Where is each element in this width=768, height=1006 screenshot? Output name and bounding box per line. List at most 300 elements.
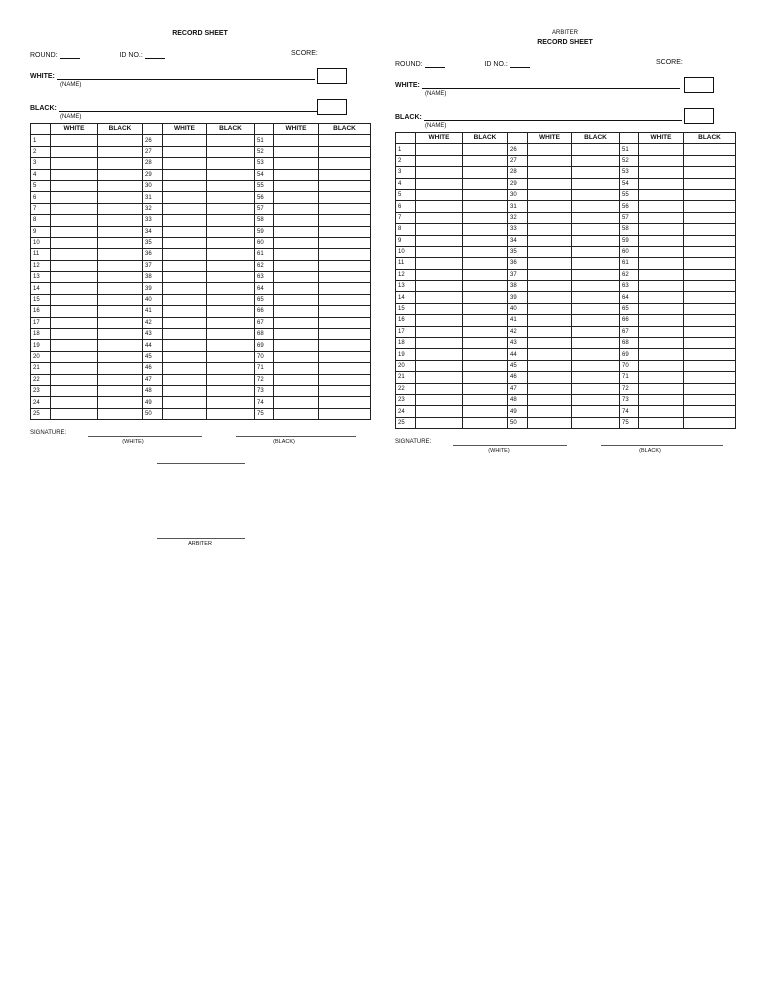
black-move-cell[interactable] [319, 385, 371, 396]
black-move-cell[interactable] [463, 303, 508, 314]
black-move-cell[interactable] [572, 189, 620, 200]
black-move-cell[interactable] [319, 226, 371, 237]
black-move-cell[interactable] [207, 329, 255, 340]
white-move-cell[interactable] [528, 303, 572, 314]
black-move-cell[interactable] [572, 338, 620, 349]
black-move-cell[interactable] [98, 294, 143, 305]
black-move-cell[interactable] [98, 317, 143, 328]
black-move-cell[interactable] [463, 224, 508, 235]
white-move-cell[interactable] [51, 306, 98, 317]
black-move-cell[interactable] [98, 340, 143, 351]
white-move-cell[interactable] [528, 338, 572, 349]
black-signature-line[interactable] [601, 445, 723, 446]
white-move-cell[interactable] [274, 408, 319, 419]
white-move-cell[interactable] [51, 351, 98, 362]
white-move-cell[interactable] [639, 281, 684, 292]
white-move-cell[interactable] [639, 201, 684, 212]
white-move-cell[interactable] [274, 397, 319, 408]
white-score-box[interactable] [317, 68, 347, 84]
black-move-cell[interactable] [684, 281, 736, 292]
round-field[interactable] [425, 59, 445, 68]
white-move-cell[interactable] [416, 372, 463, 383]
black-move-cell[interactable] [463, 246, 508, 257]
white-move-cell[interactable] [274, 294, 319, 305]
white-move-cell[interactable] [528, 360, 572, 371]
white-move-cell[interactable] [163, 374, 207, 385]
black-move-cell[interactable] [319, 249, 371, 260]
black-move-cell[interactable] [98, 408, 143, 419]
black-move-cell[interactable] [463, 201, 508, 212]
white-move-cell[interactable] [528, 326, 572, 337]
black-move-cell[interactable] [98, 351, 143, 362]
black-move-cell[interactable] [98, 374, 143, 385]
extra-signature-line[interactable] [157, 463, 245, 464]
black-move-cell[interactable] [319, 158, 371, 169]
white-move-cell[interactable] [528, 349, 572, 360]
black-move-cell[interactable] [463, 326, 508, 337]
white-move-cell[interactable] [274, 192, 319, 203]
white-move-cell[interactable] [163, 237, 207, 248]
black-move-cell[interactable] [463, 155, 508, 166]
white-move-cell[interactable] [416, 246, 463, 257]
black-move-cell[interactable] [463, 269, 508, 280]
white-move-cell[interactable] [639, 326, 684, 337]
white-move-cell[interactable] [163, 260, 207, 271]
black-move-cell[interactable] [207, 408, 255, 419]
white-move-cell[interactable] [274, 306, 319, 317]
black-move-cell[interactable] [572, 406, 620, 417]
black-move-cell[interactable] [207, 374, 255, 385]
white-move-cell[interactable] [639, 224, 684, 235]
black-move-cell[interactable] [463, 394, 508, 405]
black-move-cell[interactable] [463, 189, 508, 200]
white-move-cell[interactable] [51, 340, 98, 351]
black-move-cell[interactable] [463, 360, 508, 371]
black-move-cell[interactable] [207, 180, 255, 191]
white-move-cell[interactable] [416, 406, 463, 417]
white-move-cell[interactable] [163, 226, 207, 237]
black-move-cell[interactable] [684, 224, 736, 235]
black-move-cell[interactable] [684, 178, 736, 189]
black-move-cell[interactable] [207, 340, 255, 351]
black-move-cell[interactable] [319, 317, 371, 328]
white-move-cell[interactable] [274, 260, 319, 271]
id-field[interactable] [145, 50, 165, 59]
black-move-cell[interactable] [98, 397, 143, 408]
white-move-cell[interactable] [528, 201, 572, 212]
white-move-cell[interactable] [163, 146, 207, 157]
white-move-cell[interactable] [639, 338, 684, 349]
black-move-cell[interactable] [207, 351, 255, 362]
black-move-cell[interactable] [572, 349, 620, 360]
black-move-cell[interactable] [572, 258, 620, 269]
black-signature-line[interactable] [236, 436, 356, 437]
white-move-cell[interactable] [639, 303, 684, 314]
white-move-cell[interactable] [163, 180, 207, 191]
black-move-cell[interactable] [98, 260, 143, 271]
white-move-cell[interactable] [274, 215, 319, 226]
white-move-cell[interactable] [639, 212, 684, 223]
black-move-cell[interactable] [572, 360, 620, 371]
black-move-cell[interactable] [463, 338, 508, 349]
black-move-cell[interactable] [319, 283, 371, 294]
black-move-cell[interactable] [319, 374, 371, 385]
white-move-cell[interactable] [163, 363, 207, 374]
white-move-cell[interactable] [274, 203, 319, 214]
black-move-cell[interactable] [98, 226, 143, 237]
white-move-cell[interactable] [163, 192, 207, 203]
white-move-cell[interactable] [51, 374, 98, 385]
white-move-cell[interactable] [639, 246, 684, 257]
white-move-cell[interactable] [416, 360, 463, 371]
black-move-cell[interactable] [572, 417, 620, 428]
black-move-cell[interactable] [572, 383, 620, 394]
black-move-cell[interactable] [98, 169, 143, 180]
arbiter-signature-line[interactable] [157, 538, 245, 539]
black-move-cell[interactable] [684, 406, 736, 417]
white-move-cell[interactable] [51, 203, 98, 214]
black-move-cell[interactable] [463, 372, 508, 383]
white-signature-line[interactable] [88, 436, 202, 437]
black-move-cell[interactable] [572, 303, 620, 314]
white-move-cell[interactable] [51, 192, 98, 203]
white-move-cell[interactable] [416, 315, 463, 326]
black-move-cell[interactable] [463, 235, 508, 246]
white-move-cell[interactable] [639, 417, 684, 428]
white-move-cell[interactable] [528, 315, 572, 326]
black-move-cell[interactable] [98, 237, 143, 248]
white-move-cell[interactable] [51, 180, 98, 191]
white-move-cell[interactable] [163, 272, 207, 283]
black-move-cell[interactable] [207, 294, 255, 305]
black-move-cell[interactable] [207, 317, 255, 328]
black-move-cell[interactable] [684, 144, 736, 155]
white-move-cell[interactable] [51, 408, 98, 419]
black-move-cell[interactable] [319, 351, 371, 362]
black-move-cell[interactable] [463, 315, 508, 326]
black-move-cell[interactable] [572, 144, 620, 155]
black-move-cell[interactable] [98, 180, 143, 191]
white-move-cell[interactable] [274, 363, 319, 374]
white-move-cell[interactable] [639, 394, 684, 405]
black-move-cell[interactable] [463, 212, 508, 223]
white-move-cell[interactable] [163, 169, 207, 180]
white-move-cell[interactable] [528, 167, 572, 178]
white-move-cell[interactable] [528, 224, 572, 235]
black-move-cell[interactable] [207, 192, 255, 203]
white-move-cell[interactable] [416, 269, 463, 280]
white-move-cell[interactable] [528, 246, 572, 257]
black-move-cell[interactable] [207, 169, 255, 180]
black-move-cell[interactable] [572, 269, 620, 280]
white-move-cell[interactable] [51, 146, 98, 157]
black-move-cell[interactable] [207, 237, 255, 248]
black-move-cell[interactable] [319, 146, 371, 157]
black-move-cell[interactable] [207, 283, 255, 294]
white-move-cell[interactable] [274, 340, 319, 351]
white-move-cell[interactable] [416, 224, 463, 235]
white-move-cell[interactable] [639, 167, 684, 178]
white-move-cell[interactable] [528, 383, 572, 394]
black-move-cell[interactable] [572, 201, 620, 212]
black-move-cell[interactable] [572, 394, 620, 405]
white-move-cell[interactable] [416, 281, 463, 292]
black-move-cell[interactable] [98, 272, 143, 283]
white-move-cell[interactable] [274, 249, 319, 260]
white-move-cell[interactable] [416, 326, 463, 337]
black-move-cell[interactable] [319, 363, 371, 374]
black-move-cell[interactable] [207, 203, 255, 214]
white-move-cell[interactable] [274, 237, 319, 248]
black-move-cell[interactable] [207, 249, 255, 260]
white-move-cell[interactable] [639, 178, 684, 189]
black-move-cell[interactable] [463, 258, 508, 269]
black-move-cell[interactable] [98, 192, 143, 203]
white-move-cell[interactable] [528, 406, 572, 417]
white-move-cell[interactable] [51, 317, 98, 328]
black-move-cell[interactable] [207, 397, 255, 408]
black-move-cell[interactable] [319, 397, 371, 408]
black-move-cell[interactable] [684, 212, 736, 223]
white-move-cell[interactable] [163, 397, 207, 408]
white-move-cell[interactable] [639, 258, 684, 269]
black-move-cell[interactable] [463, 417, 508, 428]
black-move-cell[interactable] [207, 363, 255, 374]
black-move-cell[interactable] [319, 408, 371, 419]
white-move-cell[interactable] [416, 349, 463, 360]
white-name-field[interactable] [422, 80, 680, 89]
white-move-cell[interactable] [528, 292, 572, 303]
black-move-cell[interactable] [319, 192, 371, 203]
white-move-cell[interactable] [528, 417, 572, 428]
white-move-cell[interactable] [528, 155, 572, 166]
black-move-cell[interactable] [684, 167, 736, 178]
white-move-cell[interactable] [639, 349, 684, 360]
white-move-cell[interactable] [163, 306, 207, 317]
black-score-box[interactable] [684, 108, 714, 124]
black-move-cell[interactable] [98, 385, 143, 396]
white-move-cell[interactable] [528, 144, 572, 155]
black-move-cell[interactable] [684, 258, 736, 269]
white-move-cell[interactable] [51, 249, 98, 260]
white-move-cell[interactable] [528, 235, 572, 246]
white-move-cell[interactable] [528, 372, 572, 383]
white-move-cell[interactable] [528, 269, 572, 280]
black-move-cell[interactable] [98, 215, 143, 226]
black-move-cell[interactable] [684, 269, 736, 280]
black-move-cell[interactable] [463, 383, 508, 394]
white-move-cell[interactable] [528, 212, 572, 223]
white-move-cell[interactable] [274, 169, 319, 180]
white-move-cell[interactable] [639, 406, 684, 417]
round-field[interactable] [60, 50, 80, 59]
white-move-cell[interactable] [528, 178, 572, 189]
black-move-cell[interactable] [684, 189, 736, 200]
black-move-cell[interactable] [98, 146, 143, 157]
black-move-cell[interactable] [463, 178, 508, 189]
white-move-cell[interactable] [639, 269, 684, 280]
white-move-cell[interactable] [416, 394, 463, 405]
black-move-cell[interactable] [463, 349, 508, 360]
black-move-cell[interactable] [207, 135, 255, 146]
black-move-cell[interactable] [684, 246, 736, 257]
white-move-cell[interactable] [639, 383, 684, 394]
black-move-cell[interactable] [572, 155, 620, 166]
white-score-box[interactable] [684, 77, 714, 93]
black-move-cell[interactable] [98, 135, 143, 146]
white-move-cell[interactable] [528, 258, 572, 269]
black-move-cell[interactable] [319, 329, 371, 340]
black-move-cell[interactable] [207, 385, 255, 396]
black-move-cell[interactable] [319, 272, 371, 283]
black-move-cell[interactable] [319, 180, 371, 191]
white-move-cell[interactable] [51, 397, 98, 408]
white-move-cell[interactable] [51, 237, 98, 248]
white-move-cell[interactable] [274, 329, 319, 340]
black-move-cell[interactable] [684, 372, 736, 383]
white-name-field[interactable] [57, 71, 315, 80]
white-move-cell[interactable] [639, 315, 684, 326]
white-move-cell[interactable] [416, 144, 463, 155]
white-move-cell[interactable] [51, 272, 98, 283]
black-move-cell[interactable] [207, 260, 255, 271]
black-move-cell[interactable] [684, 292, 736, 303]
white-move-cell[interactable] [51, 260, 98, 271]
white-move-cell[interactable] [51, 329, 98, 340]
white-move-cell[interactable] [416, 258, 463, 269]
white-move-cell[interactable] [528, 394, 572, 405]
black-move-cell[interactable] [319, 306, 371, 317]
black-move-cell[interactable] [207, 272, 255, 283]
black-move-cell[interactable] [463, 281, 508, 292]
white-move-cell[interactable] [416, 338, 463, 349]
black-move-cell[interactable] [572, 224, 620, 235]
white-move-cell[interactable] [51, 363, 98, 374]
black-move-cell[interactable] [572, 178, 620, 189]
black-move-cell[interactable] [463, 167, 508, 178]
white-move-cell[interactable] [163, 135, 207, 146]
black-move-cell[interactable] [319, 215, 371, 226]
black-move-cell[interactable] [684, 326, 736, 337]
black-move-cell[interactable] [463, 292, 508, 303]
black-move-cell[interactable] [572, 167, 620, 178]
white-move-cell[interactable] [163, 351, 207, 362]
white-move-cell[interactable] [639, 360, 684, 371]
white-move-cell[interactable] [639, 372, 684, 383]
white-move-cell[interactable] [163, 385, 207, 396]
black-move-cell[interactable] [572, 292, 620, 303]
black-move-cell[interactable] [319, 294, 371, 305]
white-move-cell[interactable] [51, 294, 98, 305]
white-move-cell[interactable] [274, 272, 319, 283]
black-move-cell[interactable] [572, 235, 620, 246]
white-move-cell[interactable] [274, 283, 319, 294]
black-move-cell[interactable] [207, 215, 255, 226]
white-move-cell[interactable] [639, 144, 684, 155]
white-move-cell[interactable] [528, 189, 572, 200]
white-move-cell[interactable] [274, 158, 319, 169]
white-move-cell[interactable] [416, 189, 463, 200]
black-move-cell[interactable] [319, 340, 371, 351]
white-signature-line[interactable] [453, 445, 567, 446]
black-move-cell[interactable] [98, 329, 143, 340]
white-move-cell[interactable] [274, 226, 319, 237]
black-move-cell[interactable] [319, 260, 371, 271]
white-move-cell[interactable] [639, 292, 684, 303]
white-move-cell[interactable] [274, 317, 319, 328]
black-move-cell[interactable] [98, 306, 143, 317]
white-move-cell[interactable] [51, 158, 98, 169]
black-move-cell[interactable] [319, 135, 371, 146]
white-move-cell[interactable] [416, 212, 463, 223]
white-move-cell[interactable] [163, 329, 207, 340]
black-move-cell[interactable] [684, 155, 736, 166]
white-move-cell[interactable] [416, 178, 463, 189]
white-move-cell[interactable] [51, 226, 98, 237]
white-move-cell[interactable] [163, 158, 207, 169]
black-move-cell[interactable] [98, 249, 143, 260]
black-move-cell[interactable] [684, 303, 736, 314]
white-move-cell[interactable] [51, 215, 98, 226]
white-move-cell[interactable] [163, 317, 207, 328]
black-move-cell[interactable] [98, 283, 143, 294]
black-name-field[interactable] [424, 112, 682, 121]
white-move-cell[interactable] [163, 283, 207, 294]
white-move-cell[interactable] [163, 203, 207, 214]
white-move-cell[interactable] [416, 292, 463, 303]
black-name-field[interactable] [59, 103, 317, 112]
black-move-cell[interactable] [98, 158, 143, 169]
black-move-cell[interactable] [207, 306, 255, 317]
white-move-cell[interactable] [274, 351, 319, 362]
black-move-cell[interactable] [684, 417, 736, 428]
black-move-cell[interactable] [572, 212, 620, 223]
black-move-cell[interactable] [572, 315, 620, 326]
white-move-cell[interactable] [416, 167, 463, 178]
white-move-cell[interactable] [639, 235, 684, 246]
black-move-cell[interactable] [319, 169, 371, 180]
black-move-cell[interactable] [572, 281, 620, 292]
black-move-cell[interactable] [98, 203, 143, 214]
white-move-cell[interactable] [274, 146, 319, 157]
white-move-cell[interactable] [274, 135, 319, 146]
black-move-cell[interactable] [684, 201, 736, 212]
white-move-cell[interactable] [639, 189, 684, 200]
black-move-cell[interactable] [684, 338, 736, 349]
white-move-cell[interactable] [528, 281, 572, 292]
white-move-cell[interactable] [416, 417, 463, 428]
white-move-cell[interactable] [163, 215, 207, 226]
white-move-cell[interactable] [416, 303, 463, 314]
white-move-cell[interactable] [51, 169, 98, 180]
white-move-cell[interactable] [163, 340, 207, 351]
black-move-cell[interactable] [684, 235, 736, 246]
white-move-cell[interactable] [274, 385, 319, 396]
white-move-cell[interactable] [416, 155, 463, 166]
white-move-cell[interactable] [416, 201, 463, 212]
white-move-cell[interactable] [639, 155, 684, 166]
black-move-cell[interactable] [572, 246, 620, 257]
white-move-cell[interactable] [163, 249, 207, 260]
black-move-cell[interactable] [207, 226, 255, 237]
white-move-cell[interactable] [416, 235, 463, 246]
black-move-cell[interactable] [319, 203, 371, 214]
white-move-cell[interactable] [416, 383, 463, 394]
black-move-cell[interactable] [684, 360, 736, 371]
black-move-cell[interactable] [684, 349, 736, 360]
white-move-cell[interactable] [51, 385, 98, 396]
white-move-cell[interactable] [51, 135, 98, 146]
